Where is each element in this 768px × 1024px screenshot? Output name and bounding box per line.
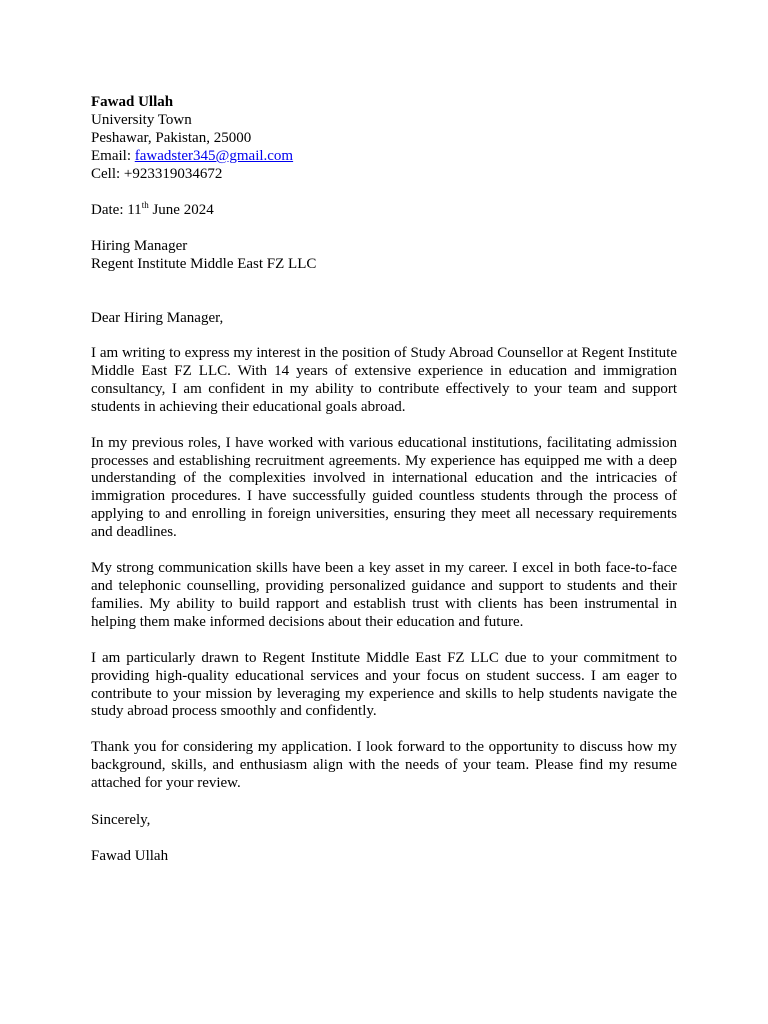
letter-content	[91, 93, 677, 865]
date-prefix: Date: 11	[91, 202, 142, 218]
body-paragraph: Thank you for considering my application. I look forward to the opportunity to discuss how my background, skills, and enthusiasm align with the needs of your team. Please find my resume attached for your review.	[91, 739, 677, 792]
body-paragraph: I am particularly drawn to Regent Institute Middle East FZ LLC due to your commitment to providing high-quality educational services and your focus on student success. I am eager to contribute to your mission by leveraging my experience and skills to help students navigate the study abroad process smoothly and confidently.	[91, 649, 677, 720]
sender-name: Fawad Ullah	[91, 94, 174, 110]
closing: Sincerely,	[91, 812, 151, 829]
date-rest: June 2024	[148, 202, 214, 218]
sender-cell: Cell: +923319034672	[91, 166, 223, 182]
recipient-title: Hiring Manager	[91, 238, 188, 254]
salutation: Dear Hiring Manager,	[91, 310, 224, 326]
recipient-company: Regent Institute Middle East FZ LLC	[91, 256, 317, 272]
body-paragraph: My strong communication skills have been a key asset in my career. I excel in both face-to-face and telephonic counselling, providing personalized guidance and support to students and their families. My ability to build rapport and establish trust with clients has been instrumental in helping them make informed decisions about their education and future.	[91, 560, 677, 630]
sender-address-line1: University Town	[91, 112, 192, 128]
email-label: Email:	[91, 148, 135, 164]
body-paragraph: I am writing to express my interest in the position of Study Abroad Counsellor at Regent Institute Middle East FZ LLC. With 14 years of extensive experience in education and immigration consultancy, I am confident in my ability to contribute effectively to your team and support students in achieving their educational goals abroad.	[91, 345, 677, 415]
sender-address-line2: Peshawar, Pakistan, 25000	[91, 130, 252, 146]
letter-date	[91, 201, 677, 219]
sender-email-line	[91, 147, 677, 165]
signature: Fawad Ullah	[91, 848, 169, 865]
email-link[interactable]: fawadster345@gmail.com	[134, 148, 294, 164]
date-ordinal-suffix: th	[141, 200, 149, 210]
body-paragraph: In my previous roles, I have worked with various educational institutions, facilitating admission processes and establishing recruitment agreements. My experience has equipped me with a deep understanding of the complexities involved in international education and the intricacies of immigration procedures. I have successfully guided countless students through the process of applying to and enrolling in foreign universities, ensuring they meet all necessary requirements and deadlines.	[91, 434, 677, 541]
